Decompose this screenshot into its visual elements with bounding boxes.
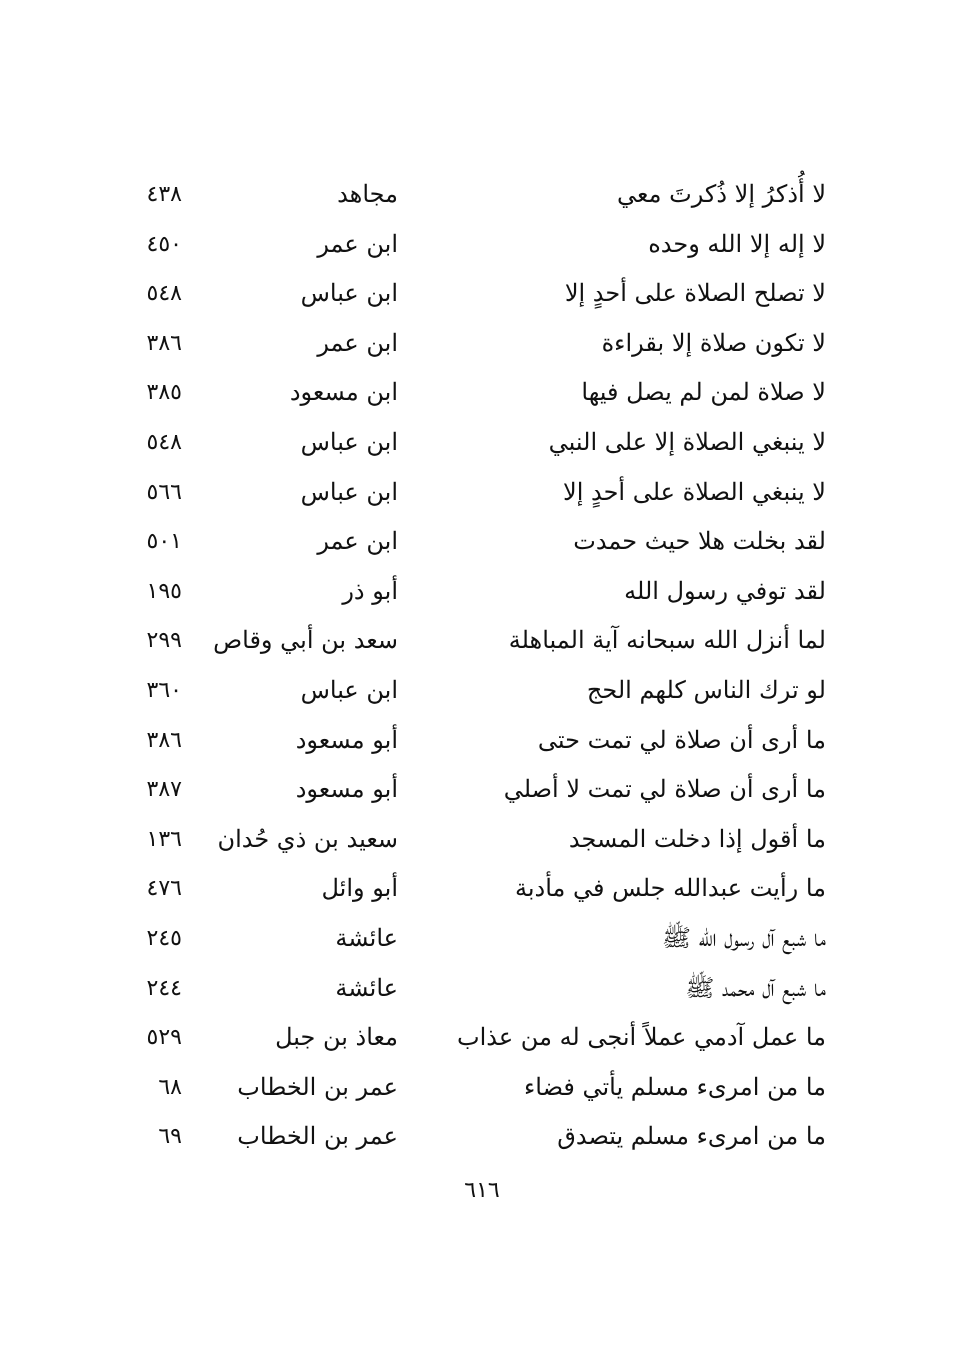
page-reference: ١٩٥: [146, 578, 182, 604]
narrator-name: ابن عباس: [300, 675, 398, 704]
index-row: [0, 716, 964, 766]
page-reference: ٣٦٠: [146, 677, 182, 703]
narrator-name: عائشة: [335, 973, 398, 1002]
hadith-text: ما أرى أن صلاة لي تمت حتى: [537, 725, 826, 754]
index-row: [0, 914, 964, 964]
page-reference: ٥٤٨: [146, 429, 182, 455]
page-reference: ٢٤٤: [146, 975, 182, 1001]
narrator-name: ابن عباس: [300, 279, 398, 308]
index-row: [0, 220, 964, 270]
hadith-text: ما شبع آل محمد ﷺ: [685, 973, 826, 1002]
index-row: [0, 815, 964, 865]
page-reference: ٢٤٥: [146, 925, 182, 951]
page-reference: ٤٧٦: [146, 876, 182, 902]
page-reference: ٥٤٨: [146, 281, 182, 307]
narrator-name: أبو مسعود: [295, 725, 398, 754]
hadith-text: لقد توفي رسول الله: [624, 576, 826, 605]
index-row: [0, 765, 964, 815]
hadith-text: ما شبع آل رسول الله ﷺ: [661, 923, 826, 952]
narrator-name: ابن عمر: [317, 328, 398, 357]
page-reference: ٦٨: [158, 1074, 182, 1100]
index-row: [0, 964, 964, 1014]
narrator-name: أبو ذر: [342, 576, 398, 605]
index-row: [0, 468, 964, 518]
page-reference: ٥٢٩: [146, 1025, 182, 1051]
page-reference: ٥٦٦: [146, 479, 182, 505]
index-row: [0, 1013, 964, 1063]
index-row: [0, 170, 964, 220]
index-row: [0, 368, 964, 418]
hadith-text: لو ترك الناس كلهم الحج: [586, 675, 826, 704]
hadith-text: لا صلاة لمن لم يصل فيها: [581, 378, 826, 407]
page-reference: ٤٥٠: [146, 231, 182, 257]
hadith-text: ما عمل آدمي عملاً أنجى له من عذاب: [457, 1023, 826, 1052]
hadith-text: ما أرى أن صلاة لي تمت لا أصلي: [503, 775, 826, 804]
hadith-text: ما رأيت عبدالله جلس في مأدبة: [514, 874, 826, 903]
hadith-text: لما أنزل الله سبحانه آية المباهلة: [508, 626, 826, 655]
narrator-name: ابن مسعود: [289, 378, 398, 407]
index-row: [0, 864, 964, 914]
hadith-text: لا ينبغي الصلاة إلا على النبي: [548, 427, 826, 456]
index-row: [0, 666, 964, 716]
hadith-text: لا أُذكرُ إلا ذُكرتَ معي: [617, 180, 826, 208]
page-reference: ٣٨٦: [146, 727, 182, 753]
index-row: [0, 567, 964, 617]
narrator-name: ابن عمر: [317, 229, 398, 258]
index-row: [0, 269, 964, 319]
index-row: [0, 616, 964, 666]
page-reference: ٣٨٥: [146, 380, 182, 406]
narrator-name: ابن عباس: [300, 427, 398, 456]
narrator-name: ابن عمر: [317, 527, 398, 556]
hadith-text: لا إله إلا الله وحده: [648, 229, 826, 258]
hadith-text: لا ينبغي الصلاة على أحدٍ إلا: [563, 477, 826, 506]
narrator-name: عمر بن الخطاب: [237, 1122, 398, 1151]
index-row: [0, 1112, 964, 1162]
narrator-name: ابن عباس: [300, 477, 398, 506]
index-row: [0, 418, 964, 468]
hadith-text: ما من امرىء مسلم يتصدق: [557, 1122, 826, 1151]
page-reference: ٣٨٦: [146, 330, 182, 356]
hadith-index-table: [0, 170, 964, 1162]
narrator-name: معاذ بن جبل: [275, 1023, 398, 1052]
hadith-text: لا تكون صلاة إلا بقراءة: [601, 328, 826, 357]
narrator-name: مجاهد: [337, 180, 398, 208]
narrator-name: أبو وائل: [321, 874, 398, 903]
narrator-name: سعد بن أبي وقاص: [213, 626, 398, 655]
page-reference: ٢٩٩: [146, 628, 182, 654]
page-reference: ٥٠١: [146, 529, 182, 555]
page-reference: ٤٣٨: [146, 182, 182, 207]
narrator-name: عمر بن الخطاب: [237, 1072, 398, 1101]
hadith-text: لا تصلح الصلاة على أحدٍ إلا: [564, 279, 826, 308]
hadith-text: ما من امرىء مسلم يأتي فضاء: [523, 1072, 826, 1101]
narrator-name: سعيد بن ذي حُدان: [217, 824, 398, 853]
hadith-text: ما أقول إذا دخلت المسجد: [568, 824, 826, 853]
page-reference: ١٣٦: [146, 826, 182, 852]
narrator-name: أبو مسعود: [295, 775, 398, 804]
index-row: [0, 517, 964, 567]
page-reference: ٣٨٧: [146, 777, 182, 803]
page-reference: ٦٩: [158, 1124, 182, 1150]
index-row: [0, 319, 964, 369]
narrator-name: عائشة: [335, 923, 398, 952]
index-row: [0, 1063, 964, 1113]
page-number: ٦١٦: [464, 1178, 500, 1203]
hadith-text: لقد بخلت هلا حيث حمدت: [573, 527, 826, 556]
